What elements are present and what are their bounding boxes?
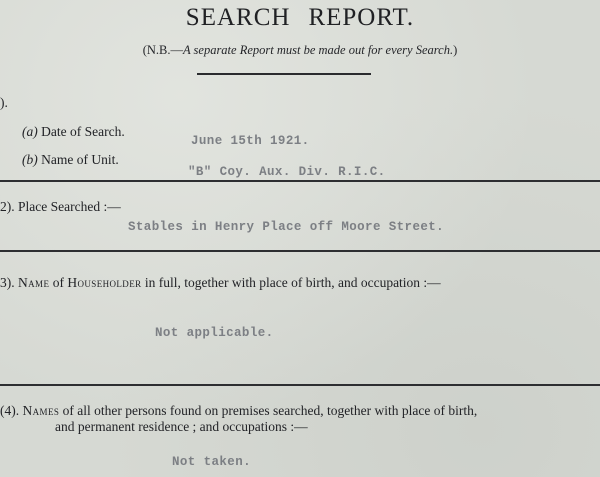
other-persons-value: Not taken. (172, 455, 252, 469)
section1-number: ). (0, 95, 8, 110)
name-of-unit-label (22, 152, 119, 168)
note-text: A separate Report must be made out for every Search. (183, 43, 454, 57)
section3-number: 3). (0, 275, 15, 290)
householder-label (0, 275, 441, 291)
householder-word: Householder (67, 275, 142, 290)
other-persons-label-line2: and permanent residence ; and occupations :— (55, 419, 308, 434)
name-of-unit-value: "B" Coy. Aux. Div. R.I.C. (188, 165, 386, 179)
date-of-search-value: June 15th 1921. (191, 134, 310, 148)
report-note (0, 43, 600, 58)
other-persons-rest: of all other persons found on premises searched, together with place of birth, (62, 403, 478, 418)
place-searched-label: 2). Place Searched :— (0, 199, 121, 214)
householder-value: Not applicable. (155, 326, 274, 340)
date-marker: (a) (22, 124, 38, 139)
date-label-text: Date of Search. (41, 124, 125, 139)
of-word: of (52, 275, 64, 290)
divider-2 (0, 250, 600, 252)
note-open: (N.B.— (142, 43, 183, 57)
divider-3 (0, 384, 600, 386)
names-word: Names (22, 403, 60, 418)
name-word: Name (18, 275, 50, 290)
title-underline (197, 73, 371, 75)
unit-marker: (b) (22, 152, 38, 167)
divider-1 (0, 180, 600, 182)
householder-rest: in full, together with place of birth, and occupation :— (144, 275, 441, 290)
unit-label-text: Name of Unit. (41, 152, 119, 167)
note-close: ) (453, 43, 458, 57)
other-persons-label (0, 403, 477, 419)
report-title (0, 4, 600, 32)
place-searched-value: Stables in Henry Place off Moore Street. (128, 220, 445, 234)
title-word-report: REPORT. (308, 4, 415, 31)
date-of-search-label (22, 124, 125, 140)
section4-number: (4). (0, 403, 20, 418)
title-word-search: SEARCH (185, 4, 291, 31)
